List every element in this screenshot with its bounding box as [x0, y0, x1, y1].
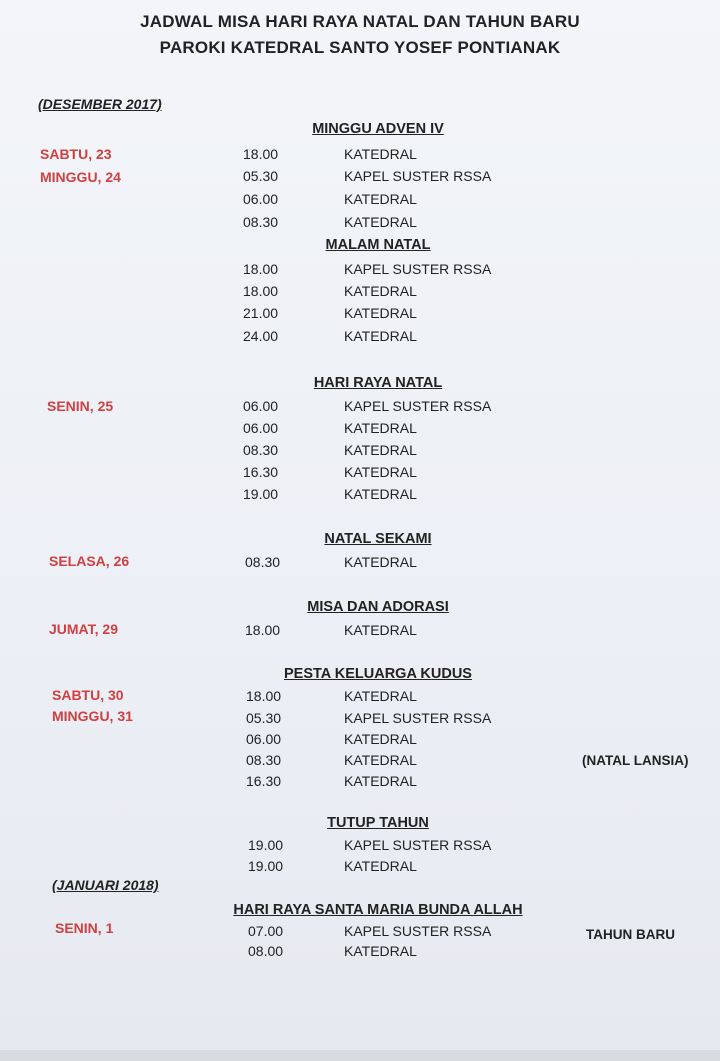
mass-time: 19.00: [248, 837, 284, 853]
mass-location: KAPEL SUSTER RSSA: [344, 837, 492, 853]
mass-time: 18.00: [243, 283, 279, 299]
month-heading-december: (DESEMBER 2017): [38, 96, 162, 112]
mass-location: KATEDRAL: [344, 146, 417, 162]
mass-location: KATEDRAL: [344, 731, 417, 747]
section-heading: MISA DAN ADORASI: [307, 599, 449, 615]
note-tahun-baru: TAHUN BARU: [586, 927, 675, 942]
day-label: MINGGU, 24: [40, 169, 121, 185]
mass-time: 06.00: [243, 191, 279, 207]
mass-time: 18.00: [245, 622, 281, 638]
day-label: JUMAT, 29: [49, 621, 118, 637]
mass-time: 08.30: [243, 214, 279, 230]
mass-location: KATEDRAL: [344, 554, 417, 570]
mass-time: 21.00: [243, 305, 279, 321]
mass-time: 24.00: [243, 328, 279, 344]
mass-location: KATEDRAL: [344, 858, 417, 874]
mass-location: KATEDRAL: [344, 943, 417, 959]
day-label: SABTU, 30: [52, 687, 124, 703]
section-heading: MALAM NATAL: [325, 237, 431, 253]
mass-location: KATEDRAL: [344, 622, 417, 638]
mass-time: 18.00: [243, 261, 279, 277]
mass-time: 05.30: [246, 710, 282, 726]
mass-time: 06.00: [243, 420, 279, 436]
mass-location: KAPEL SUSTER RSSA: [344, 168, 492, 184]
mass-time: 08.30: [245, 554, 281, 570]
document-title: JADWAL MISA HARI RAYA NATAL DAN TAHUN BARU: [140, 12, 580, 31]
paper-bottom-edge: [0, 1050, 720, 1061]
mass-location: KATEDRAL: [344, 486, 417, 502]
mass-location: KATEDRAL: [344, 688, 417, 704]
note-natal-lansia: (NATAL LANSIA): [582, 753, 689, 768]
mass-location: KAPEL SUSTER RSSA: [344, 710, 492, 726]
mass-location: KAPEL SUSTER RSSA: [344, 261, 492, 277]
mass-location: KAPEL SUSTER RSSA: [344, 398, 492, 414]
day-label: MINGGU, 31: [52, 708, 133, 724]
mass-time: 08.00: [248, 943, 284, 959]
mass-location: KATEDRAL: [344, 464, 417, 480]
section-heading: HARI RAYA SANTA MARIA BUNDA ALLAH: [233, 902, 523, 918]
mass-time: 16.30: [243, 464, 279, 480]
section-heading: PESTA KELUARGA KUDUS: [284, 666, 472, 682]
mass-time: 07.00: [248, 923, 284, 939]
day-label: SABTU, 23: [40, 146, 112, 162]
day-label: SELASA, 26: [49, 553, 130, 569]
mass-time: 19.00: [248, 858, 284, 874]
mass-location: KATEDRAL: [344, 214, 417, 230]
mass-time: 08.30: [246, 752, 282, 768]
mass-time: 18.00: [243, 146, 279, 162]
mass-location: KATEDRAL: [344, 442, 417, 458]
mass-time: 06.00: [246, 731, 282, 747]
mass-time: 19.00: [243, 486, 279, 502]
section-heading: HARI RAYA NATAL: [313, 375, 443, 391]
mass-time: 05.30: [243, 168, 279, 184]
day-label: SENIN, 25: [47, 398, 114, 414]
mass-location: KATEDRAL: [344, 773, 417, 789]
mass-location: KATEDRAL: [344, 328, 417, 344]
mass-time: 16.30: [246, 773, 282, 789]
mass-location: KATEDRAL: [344, 283, 417, 299]
mass-time: 18.00: [246, 688, 282, 704]
section-heading: NATAL SEKAMI: [324, 531, 432, 547]
mass-location: KATEDRAL: [344, 191, 417, 207]
mass-location: KATEDRAL: [344, 305, 417, 321]
section-heading: MINGGU ADVEN IV: [312, 121, 444, 137]
section-heading: TUTUP TAHUN: [327, 815, 429, 831]
mass-location: KATEDRAL: [344, 752, 417, 768]
day-label: SENIN, 1: [55, 920, 114, 936]
mass-time: 08.30: [243, 442, 279, 458]
mass-location: KAPEL SUSTER RSSA: [344, 923, 492, 939]
mass-location: KATEDRAL: [344, 420, 417, 436]
mass-time: 06.00: [243, 398, 279, 414]
document-subtitle: PAROKI KATEDRAL SANTO YOSEF PONTIANAK: [159, 38, 561, 57]
month-heading-january: (JANUARI 2018): [52, 877, 159, 893]
